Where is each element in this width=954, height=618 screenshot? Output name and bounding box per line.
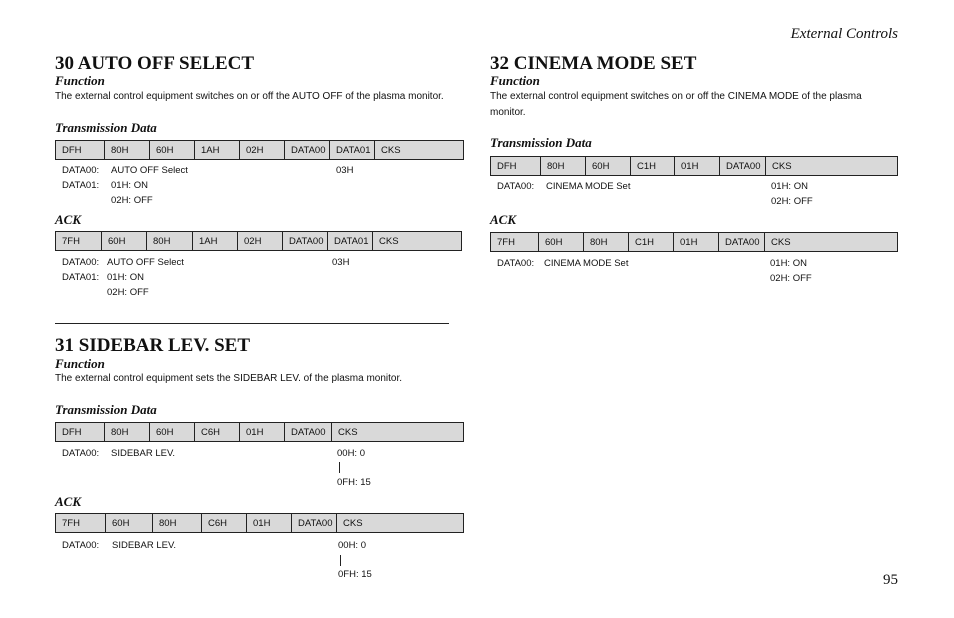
tx-cell: C6H — [195, 423, 240, 441]
tx-cell: CKS — [381, 145, 401, 156]
s31-ack-table — [55, 513, 464, 533]
s31-description: The external control equipment sets the SIDEBAR LEV. of the plasma monitor. — [55, 373, 403, 384]
s31-tx-range-start: 00H: 0 — [337, 448, 365, 459]
s32-description-line1: The external control equipment switches on or off the CINEMA MODE of the plasma — [490, 91, 862, 102]
tx-cell: C1H — [631, 157, 675, 175]
ack-cell: 7FH — [56, 514, 106, 532]
ack-cell: CKS — [343, 518, 363, 529]
range-bar — [339, 462, 340, 473]
s30-tx-table — [55, 140, 464, 160]
ack-cell: CKS — [771, 237, 791, 248]
s32-function-label: Function — [490, 73, 540, 88]
section-30-title: 30 AUTO OFF SELECT — [55, 53, 255, 74]
tx-cell: 01H — [240, 423, 285, 441]
ack-cell: 01H — [674, 233, 719, 251]
s31-tx-data00-val: SIDEBAR LEV. — [111, 448, 176, 459]
s30-tx-data00-code: 03H — [336, 165, 354, 176]
tx-cell: 01H — [675, 157, 720, 175]
ack-cell: 7FH — [491, 233, 539, 251]
s32-tx-off: 02H: OFF — [771, 196, 813, 207]
s31-tx-range-end: 0FH: 15 — [337, 477, 371, 488]
s30-ack-data01-key: DATA01: — [62, 272, 100, 283]
s30-tx-data00-key: DATA00: — [62, 165, 100, 176]
s30-tx-data01-on: 01H: ON — [111, 180, 148, 191]
ack-cell: DATA01 — [328, 232, 373, 250]
section-header: External Controls — [790, 26, 898, 42]
ack-cell: 80H — [584, 233, 629, 251]
s32-tx-on: 01H: ON — [771, 181, 808, 192]
s30-tx-label: Transmission Data — [55, 120, 157, 135]
section-divider — [55, 323, 449, 324]
tx-cell: 80H — [105, 423, 150, 441]
ack-cell: DATA00 — [283, 232, 328, 250]
tx-cell: DATA01 — [330, 141, 375, 159]
ack-cell: 7FH — [56, 232, 102, 250]
tx-cell: CKS — [338, 427, 358, 438]
s30-ack-table — [55, 231, 462, 251]
tx-cell: DFH — [491, 157, 541, 175]
tx-cell: DFH — [56, 423, 105, 441]
s32-description-line2: monitor. — [490, 107, 526, 118]
ack-cell: 80H — [153, 514, 202, 532]
s31-tx-data00-key: DATA00: — [62, 448, 100, 459]
s31-ack-data00-key: DATA00: — [62, 540, 100, 551]
tx-cell: DATA00 — [285, 423, 332, 441]
s32-tx-label: Transmission Data — [490, 135, 592, 150]
s31-ack-range-end: 0FH: 15 — [338, 569, 372, 580]
ack-cell: 60H — [106, 514, 153, 532]
tx-cell: DATA00 — [720, 157, 766, 175]
s32-ack-data00-val: CINEMA MODE Set — [544, 258, 629, 269]
ack-cell: DATA00 — [719, 233, 765, 251]
range-bar — [340, 555, 341, 566]
s32-tx-data00-key: DATA00: — [497, 181, 535, 192]
s32-ack-on: 01H: ON — [770, 258, 807, 269]
s30-tx-data01-off: 02H: OFF — [111, 195, 153, 206]
section-31-title: 31 SIDEBAR LEV. SET — [55, 335, 251, 356]
s30-function-label: Function — [55, 73, 105, 88]
s30-ack-label: ACK — [55, 212, 82, 227]
s30-description: The external control equipment switches on or off the AUTO OFF of the plasma monitor. — [55, 91, 444, 102]
s32-ack-data00-key: DATA00: — [497, 258, 535, 269]
s31-function-label: Function — [55, 356, 105, 371]
s32-tx-table — [490, 156, 898, 176]
s32-tx-data00-val: CINEMA MODE Set — [546, 181, 631, 192]
tx-cell: DFH — [56, 141, 105, 159]
s30-tx-data00-val: AUTO OFF Select — [111, 165, 188, 176]
tx-cell: 1AH — [195, 141, 240, 159]
s31-tx-table — [55, 422, 464, 442]
page-number: 95 — [883, 572, 898, 588]
tx-cell: CKS — [772, 161, 792, 172]
ack-cell: DATA00 — [292, 514, 337, 532]
tx-cell: 02H — [240, 141, 285, 159]
s30-ack-data01-on: 01H: ON — [107, 272, 144, 283]
tx-cell: 60H — [150, 423, 195, 441]
s31-ack-data00-val: SIDEBAR LEV. — [112, 540, 177, 551]
s30-ack-data00-val: AUTO OFF Select — [107, 257, 184, 268]
s31-tx-label: Transmission Data — [55, 402, 157, 417]
ack-cell: C6H — [202, 514, 247, 532]
s32-ack-off: 02H: OFF — [770, 273, 812, 284]
s32-ack-table — [490, 232, 898, 252]
tx-cell: 80H — [105, 141, 150, 159]
s30-ack-data01-off: 02H: OFF — [107, 287, 149, 298]
ack-cell: C1H — [629, 233, 674, 251]
ack-cell: 1AH — [193, 232, 238, 250]
tx-cell: DATA00 — [285, 141, 330, 159]
s31-ack-label: ACK — [55, 494, 82, 509]
tx-cell: 60H — [150, 141, 195, 159]
ack-cell: 60H — [539, 233, 584, 251]
s30-ack-data00-key: DATA00: — [62, 257, 100, 268]
s30-tx-data01-key: DATA01: — [62, 180, 100, 191]
tx-cell: 60H — [586, 157, 631, 175]
s32-ack-label: ACK — [490, 212, 517, 227]
ack-cell: 02H — [238, 232, 283, 250]
ack-cell: 01H — [247, 514, 292, 532]
ack-cell: 80H — [147, 232, 193, 250]
tx-cell: 80H — [541, 157, 586, 175]
ack-cell: 60H — [102, 232, 147, 250]
section-32-title: 32 CINEMA MODE SET — [490, 53, 697, 74]
s30-ack-data00-code: 03H — [332, 257, 350, 268]
ack-cell: CKS — [379, 236, 399, 247]
s31-ack-range-start: 00H: 0 — [338, 540, 366, 551]
